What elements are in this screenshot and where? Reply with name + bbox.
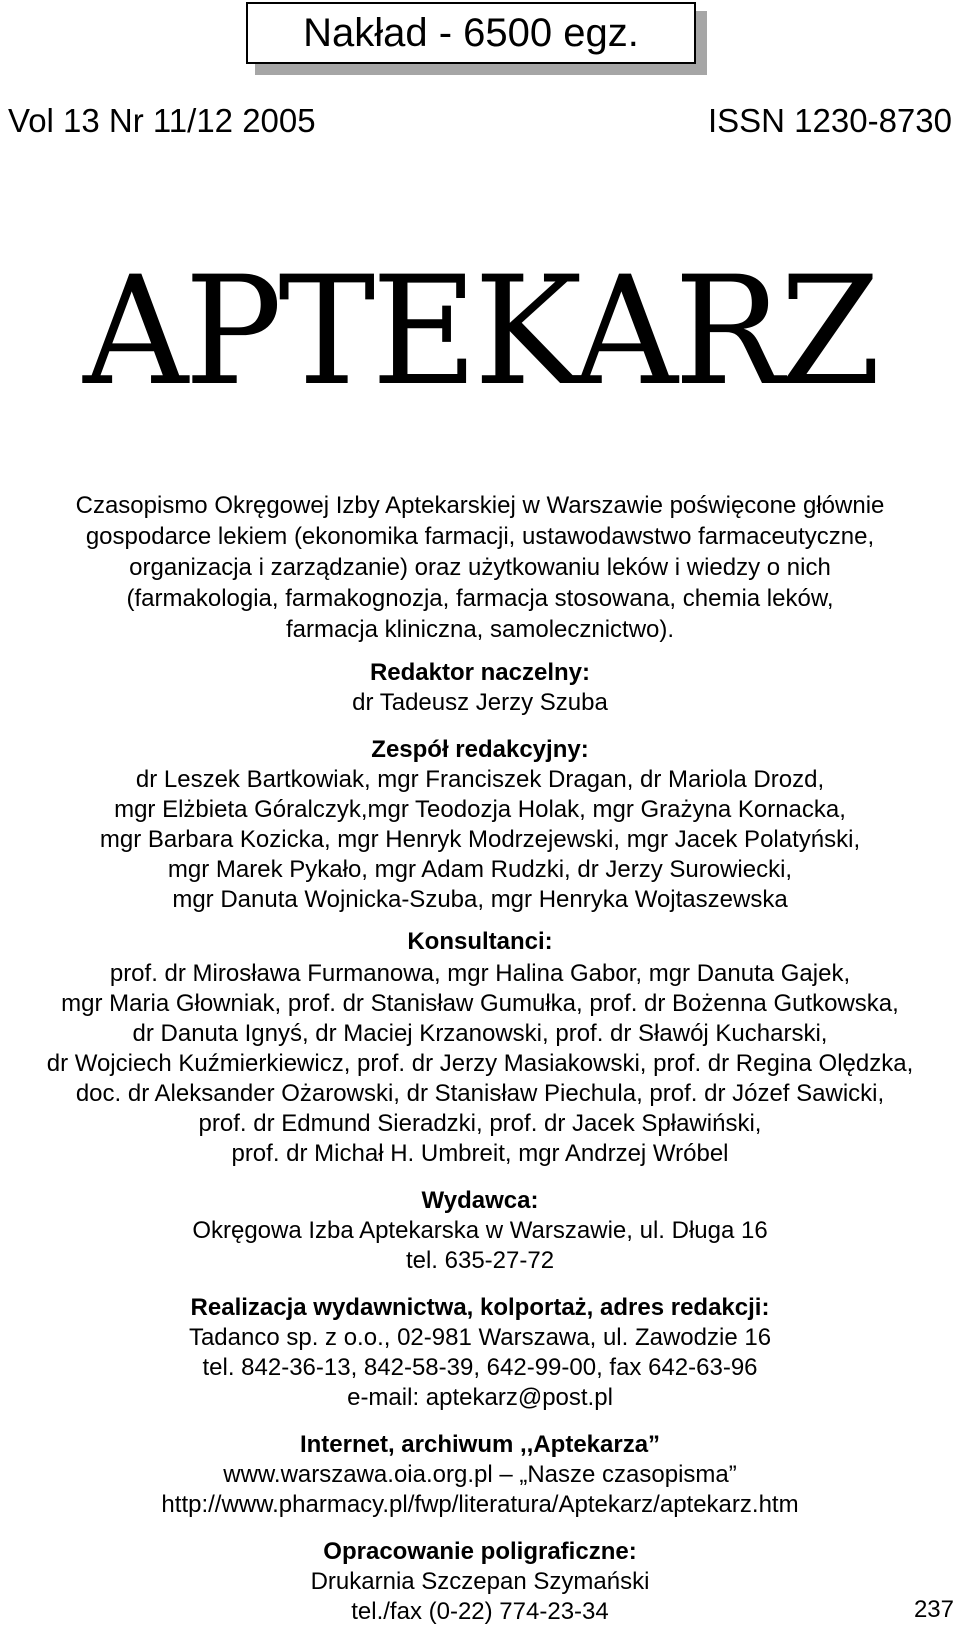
printing-heading: Opracowanie poligraficzne:: [323, 1538, 637, 1565]
board-line: mgr Marek Pykało, mgr Adam Rudzki, dr Jerzy Surowiecki,: [167, 856, 793, 883]
description-line: Czasopismo Okręgowej Izby Aptekarskiej w Warszawie poświęcone głównie: [75, 492, 885, 519]
masthead-title: APTEKARZ: [83, 245, 877, 419]
journal-description: [0, 490, 960, 645]
circulation-text: Nakład - 6500 egz.: [246, 2, 696, 64]
consultants-section: [0, 927, 960, 1169]
production-email: e-mail: aptekarz@post.pl: [347, 1384, 613, 1411]
internet-section: [0, 1430, 960, 1520]
issue-issn: ISSN 1230-8730: [707, 102, 952, 139]
board-heading: Zespół redakcyjny:: [371, 736, 589, 763]
production-heading: Realizacja wydawnictwa, kolportaż, adres redakcji:: [190, 1294, 770, 1321]
circulation-badge: [246, 2, 706, 74]
production-address: Tadanco sp. z o.o., 02-981 Warszawa, ul. Zawodzie 16: [188, 1324, 772, 1351]
consultants-line: dr Danuta Ignyś, dr Maciej Krzanowski, prof. dr Sławój Kucharski,: [132, 1020, 828, 1047]
publisher-heading: Wydawca:: [421, 1187, 539, 1214]
printing-phone: tel./fax (0-22) 774-23-34: [351, 1598, 609, 1625]
internet-heading: Internet, archiwum ,,Aptekarza”: [299, 1431, 661, 1458]
board-line: dr Leszek Bartkowiak, mgr Franciszek Dragan, dr Mariola Drozd,: [135, 766, 825, 793]
editor-section: [0, 658, 960, 718]
consultants-line: doc. dr Aleksander Ożarowski, dr Stanisław Piechula, prof. dr Józef Sawicki,: [75, 1080, 885, 1107]
editor-heading: Redaktor naczelny:: [369, 659, 591, 686]
printing-section: [0, 1537, 960, 1627]
issue-volume: Vol 13 Nr 11/12 2005: [8, 102, 316, 139]
publisher-section: [0, 1186, 960, 1276]
internet-archive-link: http://www.pharmacy.pl/fwp/literatura/Aptekarz/aptekarz.htm: [161, 1491, 799, 1518]
consultants-line: prof. dr Edmund Sieradzki, prof. dr Jacek Spławiński,: [198, 1110, 762, 1137]
internet-link: www.warszawa.oia.org.pl – „Nasze czasopisma”: [223, 1461, 737, 1488]
production-phones: tel. 842-36-13, 842-58-39, 642-99-00, fax 642-63-96: [202, 1354, 758, 1381]
board-section: [0, 735, 960, 915]
consultants-line: mgr Maria Głowniak, prof. dr Stanisław Gumułka, prof. dr Bożenna Gutkowska,: [61, 990, 899, 1017]
board-line: mgr Danuta Wojnicka-Szuba, mgr Henryka Wojtaszewska: [172, 886, 788, 913]
consultants-line: prof. dr Mirosława Furmanowa, mgr Halina Gabor, mgr Danuta Gajek,: [109, 960, 851, 987]
masthead-credits: [0, 658, 960, 1644]
page-number: 237: [913, 1596, 954, 1623]
editor-name: dr Tadeusz Jerzy Szuba: [352, 689, 608, 716]
description-line: gospodarce lekiem (ekonomika farmacji, ustawodawstwo farmaceutyczne,: [85, 523, 875, 550]
printing-company: Drukarnia Szczepan Szymański: [310, 1568, 650, 1595]
consultants-heading: Konsultanci:: [407, 928, 553, 955]
consultants-line: dr Wojciech Kuźmierkiewicz, prof. dr Jerzy Masiakowski, prof. dr Regina Olędzka,: [46, 1050, 914, 1077]
production-section: [0, 1293, 960, 1413]
board-line: mgr Barbara Kozicka, mgr Henryk Modrzejewski, mgr Jacek Polatyński,: [99, 826, 861, 853]
description-line: organizacja i zarządzanie) oraz użytkowaniu leków i wiedzy o nich: [129, 554, 831, 581]
publisher-phone: tel. 635-27-72: [405, 1247, 555, 1274]
issue-line: [8, 104, 952, 137]
consultants-line: prof. dr Michał H. Umbreit, mgr Andrzej Wróbel: [231, 1140, 729, 1167]
board-line: mgr Elżbieta Góralczyk,mgr Teodozja Holak, mgr Grażyna Kornacka,: [114, 796, 846, 823]
description-line: farmacja kliniczna, samolecznictwo).: [285, 616, 675, 643]
description-line: (farmakologia, farmakognozja, farmacja stosowana, chemia leków,: [126, 585, 834, 612]
publisher-address: Okręgowa Izba Aptekarska w Warszawie, ul. Długa 16: [192, 1217, 768, 1244]
